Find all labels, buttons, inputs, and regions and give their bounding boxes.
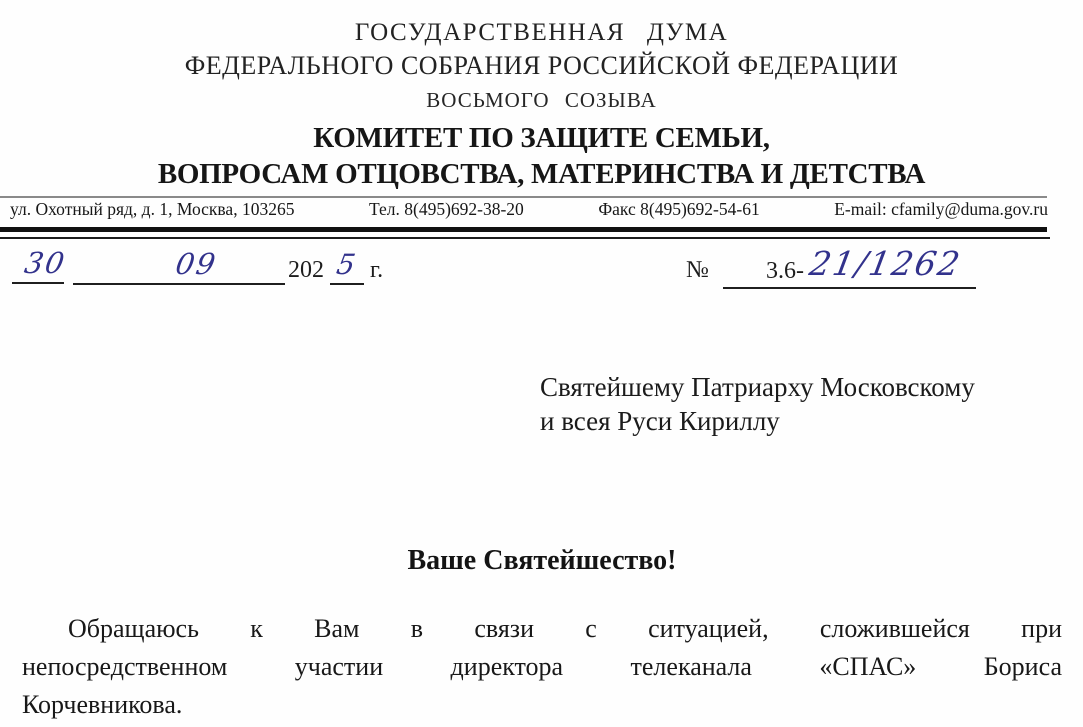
letterhead-header xyxy=(0,19,1083,113)
body-line-3: Корчевникова. xyxy=(22,690,183,719)
committee-title-line1: КОМИТЕТ ПО ЗАЩИТЕ СЕМЬИ, xyxy=(313,122,770,154)
org-name-line1: ГОСУДАРСТВЕННАЯ ДУМА xyxy=(354,19,729,46)
handwritten-number: 21/1262 xyxy=(806,244,965,283)
divider-thin-top xyxy=(0,196,1047,198)
committee-title-line2: ВОПРОСАМ ОТЦОВСТВА, МАТЕРИНСТВА И ДЕТСТВА xyxy=(157,158,926,190)
handwritten-date-month: 09 xyxy=(173,247,220,281)
contact-fax: Факс 8(495)692-54-61 xyxy=(598,199,760,219)
date-suffix: г. xyxy=(370,257,384,283)
org-name-line2: ФЕДЕРАЛЬНОГО СОБРАНИЯ РОССИЙСКОЙ ФЕДЕРАЦИИ xyxy=(184,51,899,80)
divider-thin-bottom xyxy=(0,237,1050,239)
body-line-2: непосредственном участии директора телеканала «СПАС» Бориса xyxy=(22,652,1062,681)
number-sign-label: № xyxy=(686,257,709,283)
committee-title xyxy=(0,122,1083,191)
contact-email: E-mail: cfamily@duma.gov.ru xyxy=(834,199,1048,219)
contact-phone: Тел. 8(495)692-38-20 xyxy=(368,199,524,219)
handwritten-date-day: 30 xyxy=(22,246,69,280)
addressee-line2: и всея Руси Кириллу xyxy=(540,405,780,436)
date-year-blank-line xyxy=(330,283,364,285)
divider-thick xyxy=(0,227,1047,232)
reference-row xyxy=(0,246,1083,306)
number-blank-line xyxy=(723,287,976,289)
salutation: Ваше Святейшество! xyxy=(407,545,677,576)
addressee-line1: Святейшему Патриарху Московскому xyxy=(540,372,975,402)
handwritten-date-year: 5 xyxy=(334,248,360,281)
date-month-blank-line xyxy=(73,283,285,285)
org-convocation-line: ВОСЬМОГО СОЗЫВА xyxy=(426,88,657,112)
contact-info-row xyxy=(10,199,1048,220)
contact-address: ул. Охотный ряд, д. 1, Москва, 103265 xyxy=(10,199,295,219)
number-printed-prefix: 3.6- xyxy=(766,258,804,284)
date-day-blank-line xyxy=(12,282,64,284)
addressee-block xyxy=(540,371,975,438)
body-line-1: Обращаюсь к Вам в связи с ситуацией, сложившейся при xyxy=(68,614,1062,643)
letter-body xyxy=(22,610,1062,724)
date-year-printed: 202 xyxy=(288,257,324,283)
